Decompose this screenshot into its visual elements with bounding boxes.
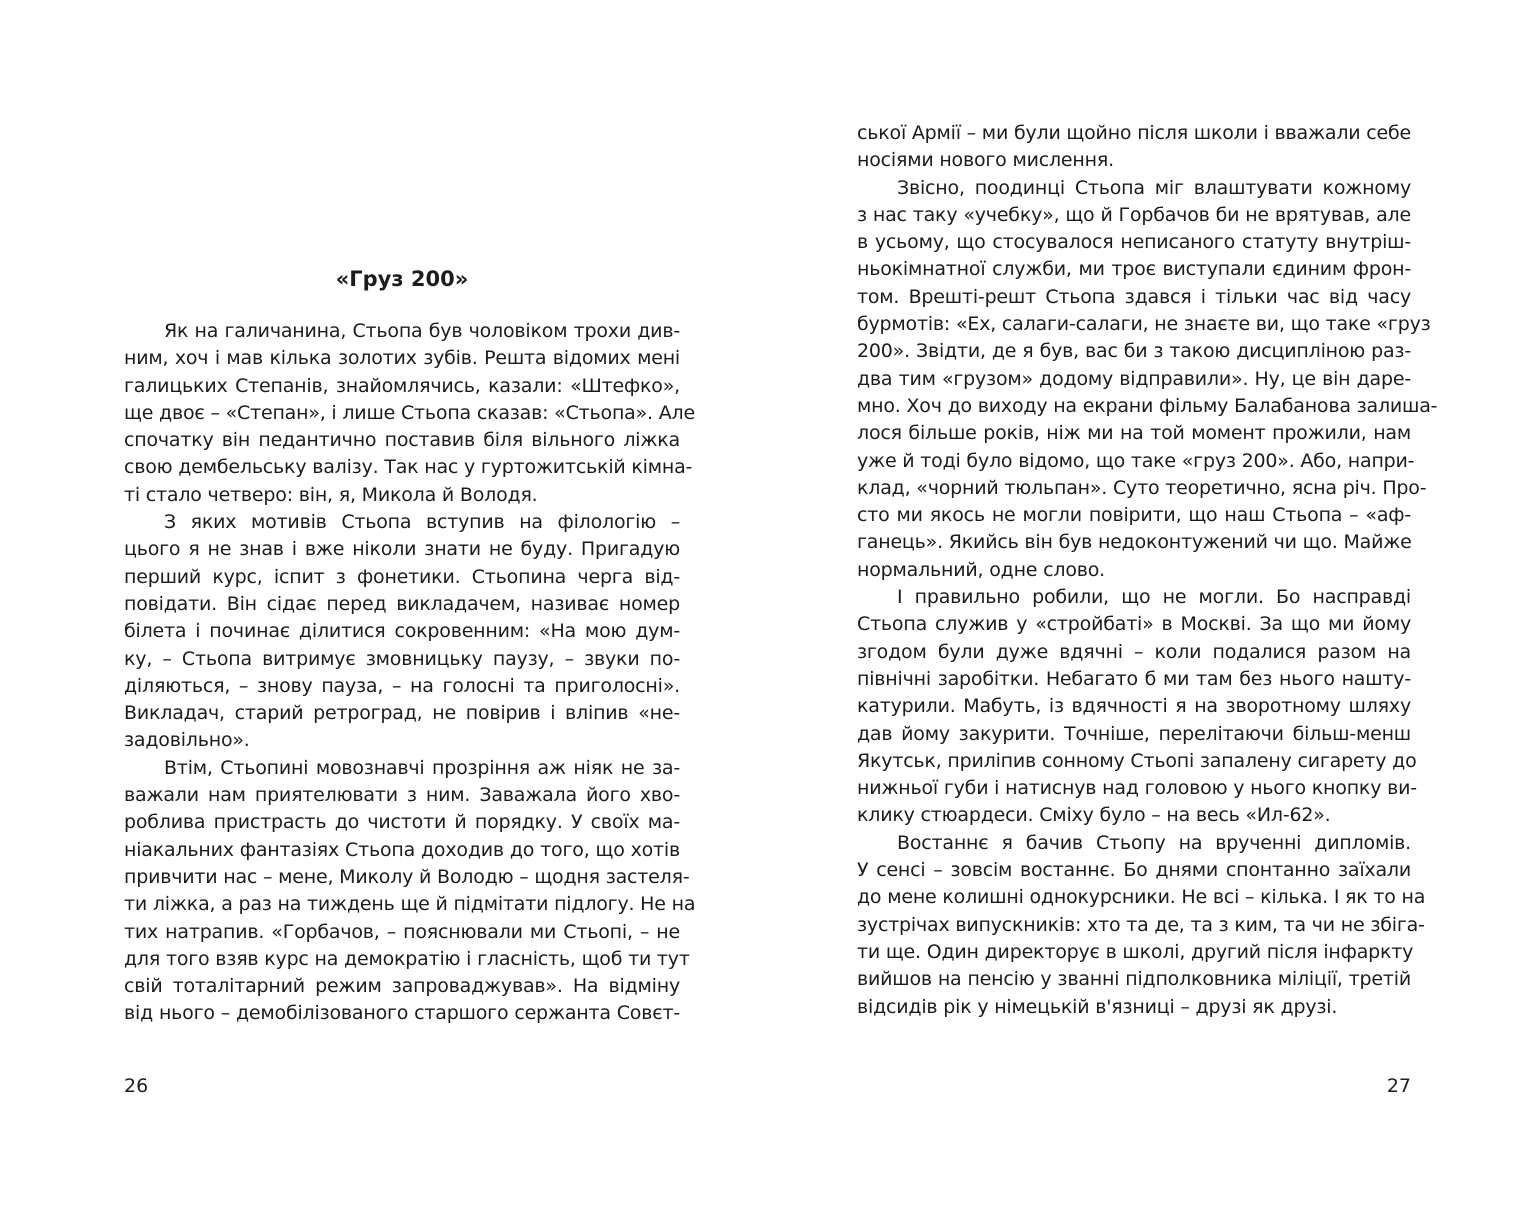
text-line: тих натрапив. «Горбачов, – пояснювали ми Стьопі, – не xyxy=(124,920,680,943)
text-line: ньокімнатної служби, ми троє виступали єдиним фрон- xyxy=(857,258,1411,281)
paragraph xyxy=(857,584,1417,830)
text-line: зустрічах випускників: хто та де, та з ким, та чи не збіга- xyxy=(857,913,1425,936)
text-line: вийшов на пенсію у званні підполковника міліції, третій xyxy=(857,968,1411,991)
chapter-title: «Груз 200» xyxy=(335,267,469,291)
text-line: Втім, Стьопині мовознавчі прозріння аж ніяк не за- xyxy=(164,756,680,779)
text-line: том. Врешті-решт Стьопа здався і тільки час від часу xyxy=(857,285,1411,308)
text-line: привчити нас – мене, Миколу й Володю – щодня застеля- xyxy=(124,865,690,888)
text-line: дав йому закурити. Точніше, перелітаючи більш-менш xyxy=(857,722,1411,745)
text-line: свій тоталітарний режим запроваджував». На відміну xyxy=(124,975,680,998)
text-line: спочатку він педантично поставив біля вільного ліжка xyxy=(124,429,680,452)
text-line: бурмотів: «Ех, салаги-салаги, не знаєте ви, що таке «груз xyxy=(857,313,1431,336)
text-line: У сенсі – зовсім востаннє. Бо днями спонтанно заїхали xyxy=(857,859,1411,882)
page-number: 26 xyxy=(124,1075,149,1097)
text-line: Востаннє я бачив Стьопу на врученні дипломів. xyxy=(897,831,1411,854)
text-line: Викладач, старий ретроград, не повірив і вліпив «не- xyxy=(124,702,680,725)
text-line: в усьому, що стосувалося неписаного статуту внутріш- xyxy=(857,231,1411,254)
text-line: два тим «грузом» додому відправили». Ну, це він даре- xyxy=(857,367,1411,390)
text-line: уже й тоді було відомо, що таке «груз 200». Або, напри- xyxy=(857,449,1415,472)
text-line: клику стюардеси. Сміху було – на весь «Ил-62». xyxy=(857,804,1331,827)
text-line: ти ліжка, а раз на тиждень ще й підмітати підлогу. Не на xyxy=(124,893,696,916)
text-line: ніакальних фантазіях Стьопа доходив до того, що хотів xyxy=(124,838,680,861)
text-line: повідати. Він сідає перед викладачем, називає номер xyxy=(124,592,680,615)
text-line: катурили. Мабуть, із вдячності я на зворотному шляху xyxy=(857,695,1411,718)
text-line: мно. Хоч до виходу на екрани фільму Балабанова залиша- xyxy=(857,394,1438,417)
text-line: ще двоє – «Степан», і лише Стьопа сказав: «Стьопа». Але xyxy=(124,401,695,424)
text-line: з нас таку «учебку», що й Горбачов би не врятував, але xyxy=(857,203,1411,226)
left-page-text xyxy=(124,318,696,1028)
paragraph xyxy=(124,318,695,509)
text-line: ку, – Стьопа витримує змовницьку паузу, – звуки по- xyxy=(124,647,680,670)
text-line: білета і починає ділитися сокровенним: «На мою дум- xyxy=(124,620,680,643)
text-line: цього я не знав і вже ніколи знати не буду. Пригадую xyxy=(124,538,680,561)
text-line: сто ми якось не могли повірити, що наш Стьопа – «аф- xyxy=(857,504,1411,527)
paragraph xyxy=(124,509,680,755)
text-line: важали нам приятелювати з ним. Заважала його хво- xyxy=(124,784,680,807)
text-line: носіями нового мислення. xyxy=(857,149,1114,172)
right-page-text xyxy=(857,120,1438,1021)
text-line: ганець». Якийсь він був недоконтужений чи що. Майже xyxy=(857,531,1412,554)
text-line: діляються, – знову пауза, – на голосні та приголосні». xyxy=(124,674,680,697)
text-line: нормальний, одне слово. xyxy=(857,558,1106,581)
paragraph xyxy=(857,120,1411,175)
text-line: для того взяв курс на демократію і гласність, щоб ти тут xyxy=(124,947,690,970)
text-line: Звісно, поодинці Стьопа міг влаштувати кожному xyxy=(897,176,1411,199)
text-line: галицьких Степанів, знайомлячись, казали: «Штефко», xyxy=(124,374,680,397)
text-line: ним, хоч і мав кілька золотих зубів. Решта відомих мені xyxy=(124,347,680,370)
text-line: Як на галичанина, Стьопа був чоловіком трохи див- xyxy=(164,320,680,342)
text-line: Стьопа служив у «стройбаті» в Москві. За що ми йому xyxy=(857,613,1411,636)
text-line: І правильно робили, що не могли. Бо насправді xyxy=(897,586,1411,609)
paragraph xyxy=(857,175,1438,584)
text-line: 200». Звідти, де я був, вас би з такою дисципліною раз- xyxy=(857,340,1411,363)
text-line: роблива пристрасть до чистоти й порядку. У своїх ма- xyxy=(124,811,680,834)
text-line: задовільно». xyxy=(124,729,250,752)
text-line: згодом були дуже вдячні – коли подалися разом на xyxy=(857,640,1411,663)
text-line: перший курс, іспит з фонетики. Стьопина черга від- xyxy=(124,565,680,588)
page-number: 27 xyxy=(1386,1075,1411,1097)
text-line: нижньої губи і натиснув над головою у нього кнопку ви- xyxy=(857,777,1417,800)
text-line: свою дембельську валізу. Так нас у гуртожитській кімна- xyxy=(124,456,693,479)
text-line: ської Армії – ми були щойно після школи і вважали себе xyxy=(857,122,1411,144)
text-line: лося більше років, ніж ми на той момент прожили, нам xyxy=(857,422,1411,445)
paragraph xyxy=(857,830,1426,1021)
text-line: відсидів рік у німецькій в'язниці – друзі як друзі. xyxy=(857,995,1338,1018)
text-line: клад, «чорний тюльпан». Суто теоретично, ясна річ. Про- xyxy=(857,476,1427,499)
text-line: північні заробітки. Небагато б ми там без нього нашту- xyxy=(857,667,1411,690)
text-line: до мене колишні однокурсники. Не всі – кілька. І як то на xyxy=(857,886,1426,909)
text-line: ті стало четверо: він, я, Микола й Володя. xyxy=(124,483,538,506)
paragraph xyxy=(124,755,696,1028)
text-line: З яких мотивів Стьопа вступив на філологію – xyxy=(164,511,680,534)
text-line: ти ще. Один директорує в школі, другий після інфаркту xyxy=(857,940,1414,963)
text-line: від нього – демобілізованого старшого сержанта Совєт- xyxy=(124,1002,680,1025)
text-line: Якутськ, приліпив сонному Стьопі запалену сигарету до xyxy=(857,749,1417,772)
